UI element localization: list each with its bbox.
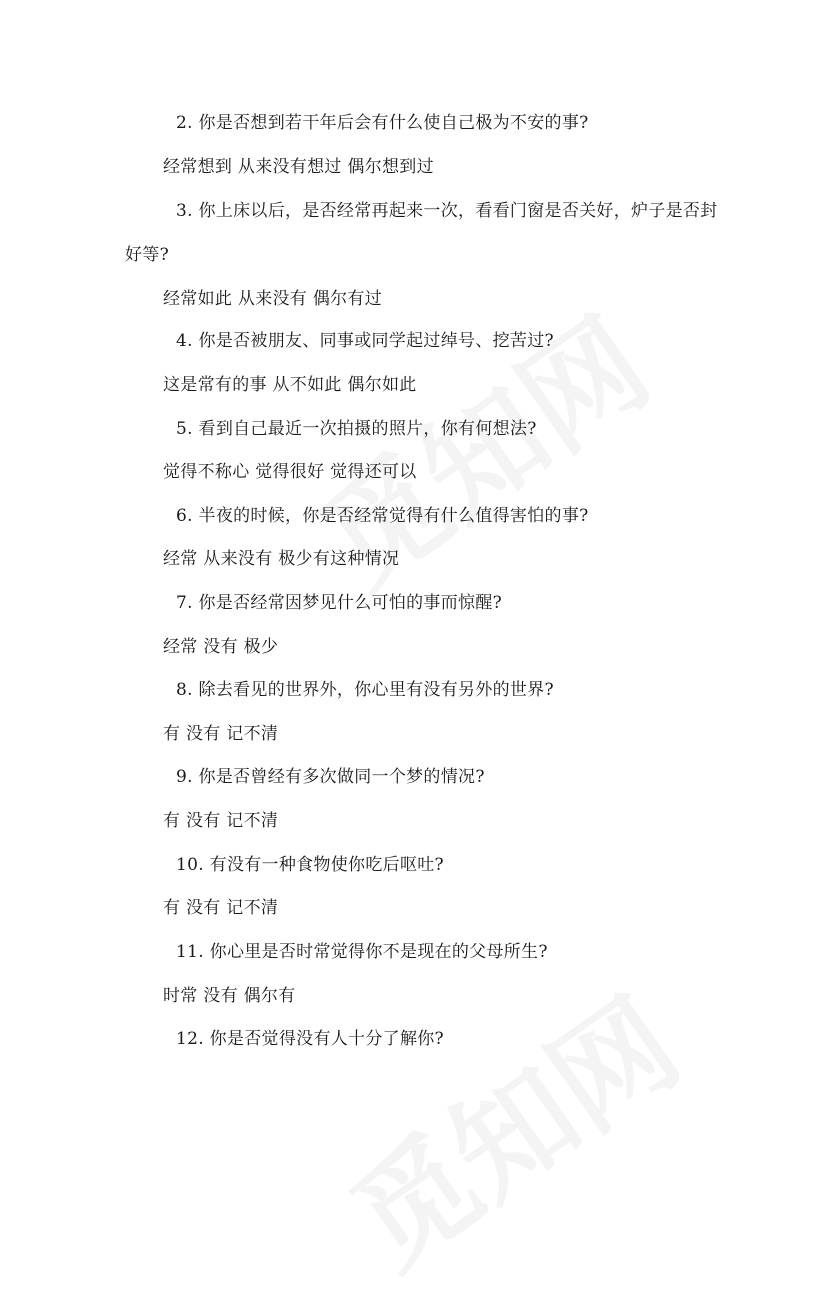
question-3: 3. 你上床以后，是否经常再起来一次，看看门窗是否关好，炉子是否封 [176, 201, 718, 221]
question-5: 5. 看到自己最近一次拍摄的照片，你有何想法? [176, 419, 537, 439]
question-8: 8. 除去看见的世界外，你心里有没有另外的世界? [176, 680, 554, 700]
question-2: 2. 你是否想到若干年后会有什么使自己极为不安的事? [176, 113, 589, 133]
answers-5: 觉得不称心 觉得很好 觉得还可以 [163, 462, 417, 482]
question-7: 7. 你是否经常因梦见什么可怕的事而惊醒? [176, 593, 503, 613]
question-6: 6. 半夜的时候，你是否经常觉得有什么值得害怕的事? [176, 506, 589, 526]
question-10: 10. 有没有一种食物使你吃后呕吐? [176, 855, 444, 875]
answers-3: 经常如此 从来没有 偶尔有过 [163, 289, 383, 309]
question-3-continued: 好等? [125, 245, 170, 265]
answers-10: 有 没有 记不清 [163, 898, 279, 918]
question-4: 4. 你是否被朋友、同事或同学起过绰号、挖苦过? [176, 331, 554, 351]
answers-4: 这是常有的事 从不如此 偶尔如此 [163, 375, 417, 395]
answers-2: 经常想到 从来没有想过 偶尔想到过 [163, 157, 434, 177]
watermark [313, 952, 707, 1299]
answers-9: 有 没有 记不清 [163, 811, 279, 831]
question-11: 11. 你心里是否时常觉得你不是现在的父母所生? [176, 942, 548, 962]
answers-11: 时常 没有 偶尔有 [163, 986, 296, 1006]
question-12: 12. 你是否觉得没有人十分了解你? [176, 1029, 444, 1049]
answers-8: 有 没有 记不清 [163, 724, 279, 744]
question-9: 9. 你是否曾经有多次做同一个梦的情况? [176, 767, 485, 787]
answers-6: 经常 从来没有 极少有这种情况 [163, 549, 400, 569]
answers-7: 经常 没有 极少 [163, 637, 279, 657]
